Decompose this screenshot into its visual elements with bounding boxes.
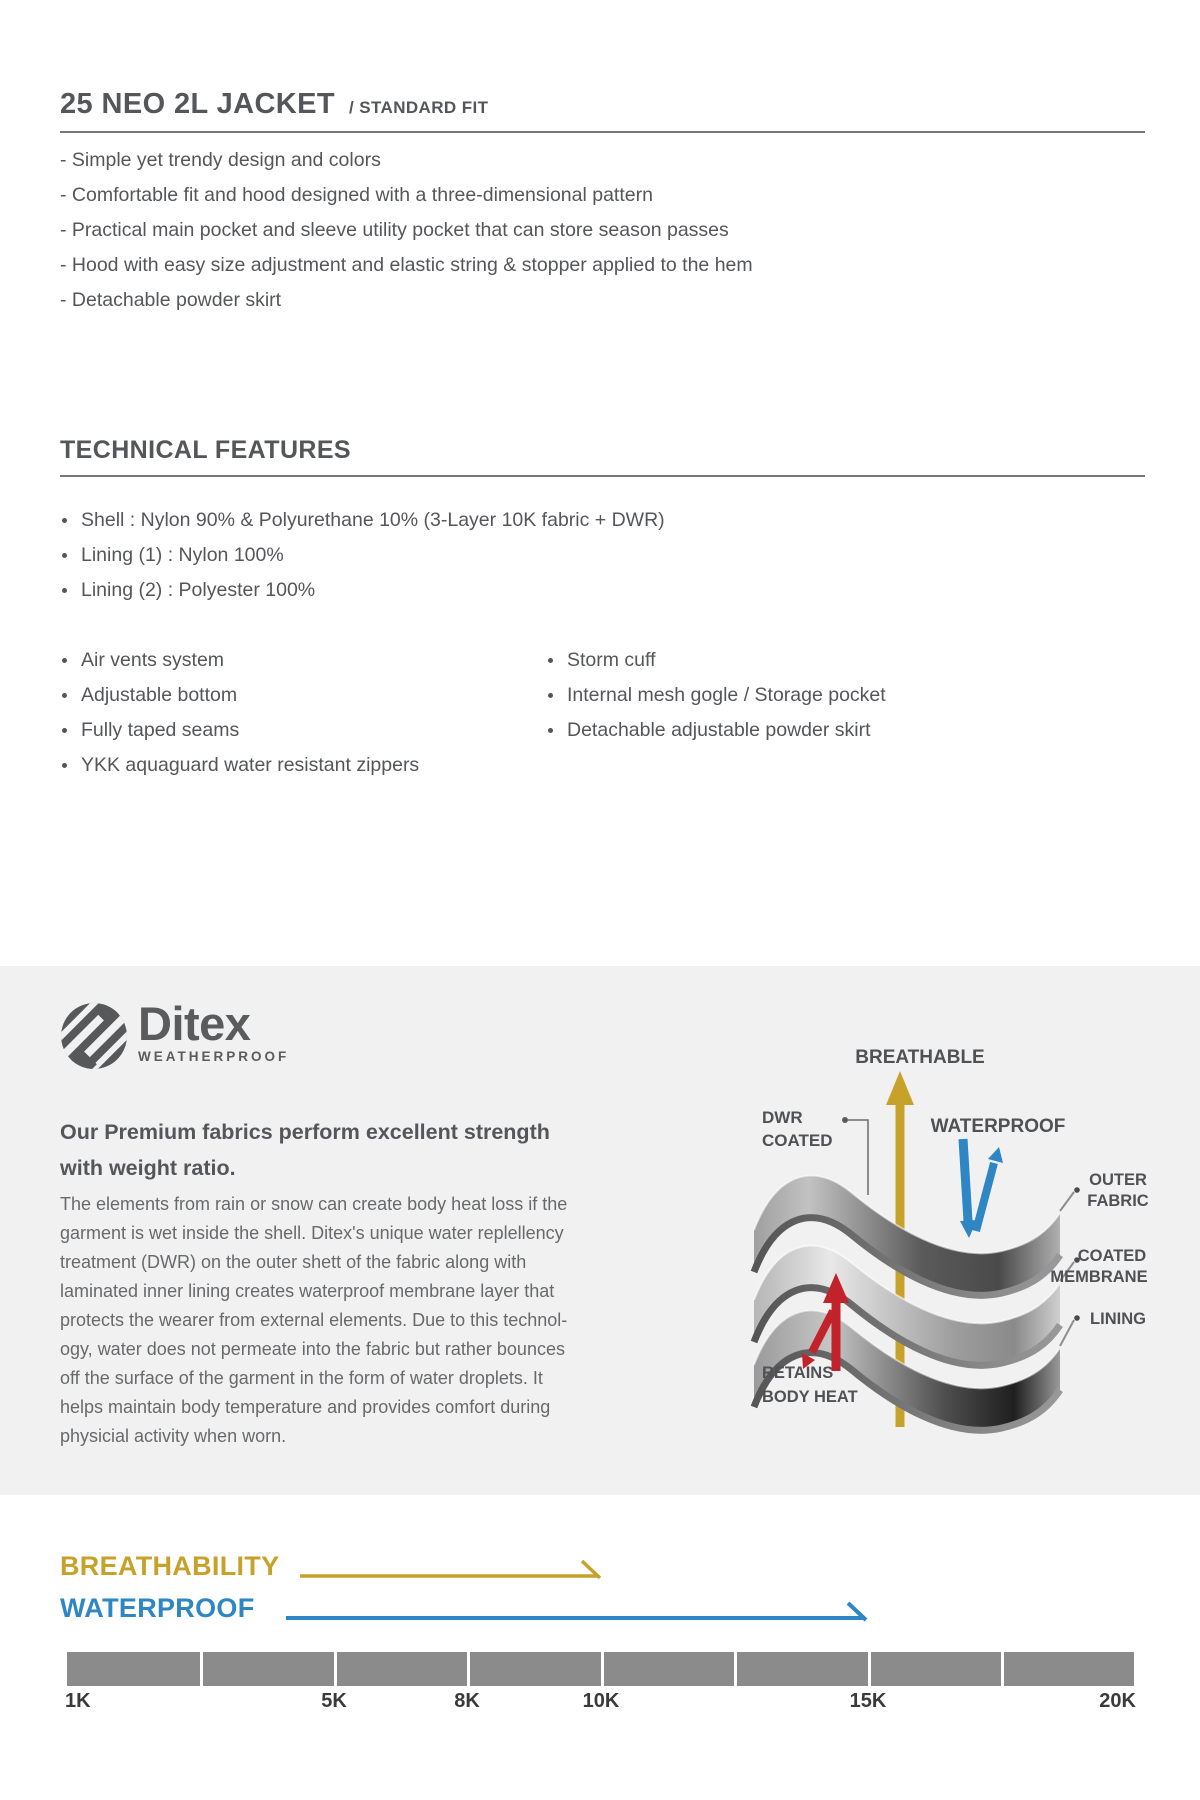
layer-label-connectors <box>1060 1187 1080 1346</box>
retains-heat-label-line2: BODY HEAT <box>762 1388 858 1406</box>
spec-bullet: - Practical main pocket and sleeve utility pocket that can store season passes <box>60 219 729 241</box>
outer-fabric-label-line2: FABRIC <box>1087 1192 1149 1210</box>
tick-label: 8K <box>454 1690 480 1712</box>
breathable-arrow-head <box>886 1071 914 1105</box>
technical-features-heading <box>60 436 1145 477</box>
brand-subtitle: WEATHERPROOF <box>138 1049 290 1064</box>
feature-item: Adjustable bottom <box>62 678 419 713</box>
section-title: TECHNICAL FEATURES <box>60 436 352 464</box>
breathable-label: BREATHABLE <box>855 1047 985 1068</box>
feature-item: Internal mesh gogle / Storage pocket <box>548 678 886 713</box>
waterproof-label: WATERPROOF <box>930 1116 1066 1137</box>
body-line: off the surface of the garment in the form of water droplets. It <box>60 1368 543 1388</box>
tick-label: 15K <box>849 1690 887 1712</box>
body-line: treatment (DWR) on the outer shett of the fabric along with <box>60 1252 527 1272</box>
ditex-body-text <box>60 1190 567 1451</box>
spec-bullet: - Detachable powder skirt <box>60 289 282 311</box>
features-column-1 <box>62 643 419 783</box>
ditex-headline <box>60 1114 550 1186</box>
spec-bullet: - Simple yet trendy design and colors <box>60 149 381 171</box>
waterproof-line <box>286 1603 866 1620</box>
bar-gap <box>868 1652 871 1686</box>
feature-item: Storm cuff <box>548 643 886 678</box>
product-name: 25 NEO 2L JACKET <box>60 88 336 120</box>
waterproof-arrows <box>960 1139 1003 1238</box>
ditex-logo <box>60 997 290 1070</box>
body-line: ogy, water does not permeate into the fabric but rather bounces <box>60 1339 565 1359</box>
ditex-panel <box>0 966 1200 1495</box>
breathability-rating-label: BREATHABILITY <box>60 1551 280 1581</box>
tick-label: 10K <box>582 1690 620 1712</box>
lining-label: LINING <box>1090 1310 1146 1328</box>
tick-label: 20K <box>1099 1690 1136 1712</box>
material-item: Lining (1) : Nylon 100% <box>62 538 665 573</box>
body-line: garment is wet inside the shell. Ditex's unique water replellency <box>60 1223 564 1243</box>
section-divider <box>60 475 1145 477</box>
title-block <box>60 88 1145 133</box>
bar-gap <box>334 1652 337 1686</box>
outer-fabric-label-line1: OUTER <box>1089 1171 1147 1189</box>
ditex-wordmark <box>138 997 290 1070</box>
spec-bullet: - Comfortable fit and hood designed with a three-dimensional pattern <box>60 184 653 206</box>
dwr-coated-label-line1: DWR <box>762 1108 803 1127</box>
materials-list <box>62 503 665 608</box>
tick-label: 1K <box>65 1690 91 1712</box>
spec-bullet: - Hood with easy size adjustment and elastic string & stopper applied to the hem <box>60 254 753 276</box>
body-line: laminated inner lining creates waterproof membrane layer that <box>60 1281 555 1301</box>
feature-item: Detachable adjustable powder skirt <box>548 713 886 748</box>
fit-label: / STANDARD FIT <box>349 98 489 117</box>
body-line: protects the wearer from external elements. Due to this technol- <box>60 1310 568 1330</box>
retains-heat-label-line1: RETAINS <box>762 1364 834 1382</box>
bar-gap <box>734 1652 737 1686</box>
body-line: The elements from rain or snow can create body heat loss if the <box>60 1194 568 1214</box>
coated-membrane-label-line2: MEMBRANE <box>1050 1268 1148 1286</box>
bar-gap <box>200 1652 203 1686</box>
dwr-coated-label-line2: COATED <box>762 1131 833 1150</box>
brand-name: Ditex <box>138 997 251 1050</box>
bar-gap <box>601 1652 604 1686</box>
page-title <box>60 88 1145 121</box>
tick-label: 5K <box>321 1690 347 1712</box>
waterproof-rating-label: WATERPROOF <box>60 1593 255 1623</box>
headline-line: Our Premium fabrics perform excellent strength <box>60 1120 550 1144</box>
features-column-2 <box>548 643 886 748</box>
material-item: Shell : Nylon 90% & Polyurethane 10% (3-Layer 10K fabric + DWR) <box>62 503 665 538</box>
breathability-line <box>300 1561 600 1578</box>
feature-item: Fully taped seams <box>62 713 419 748</box>
rating-scale-ticks <box>67 1690 1134 1716</box>
body-line: physicial activity when worn. <box>60 1426 287 1446</box>
body-line: helps maintain body temperature and provides comfort during <box>60 1397 551 1417</box>
intro-bullet-list <box>60 143 753 318</box>
fabric-layers-diagram <box>640 1035 1200 1435</box>
feature-item: Air vents system <box>62 643 419 678</box>
headline-line: with weight ratio. <box>60 1156 236 1180</box>
coated-membrane-label-line1: COATED <box>1077 1247 1147 1265</box>
feature-item: YKK aquaguard water resistant zippers <box>62 748 419 783</box>
bar-gap <box>467 1652 470 1686</box>
dwr-connector <box>842 1117 868 1195</box>
rating-scale-bar <box>67 1652 1134 1686</box>
material-item: Lining (2) : Polyester 100% <box>62 573 665 608</box>
bar-gap <box>1001 1652 1004 1686</box>
title-divider <box>60 131 1145 133</box>
ditex-logo-icon <box>60 1002 128 1070</box>
